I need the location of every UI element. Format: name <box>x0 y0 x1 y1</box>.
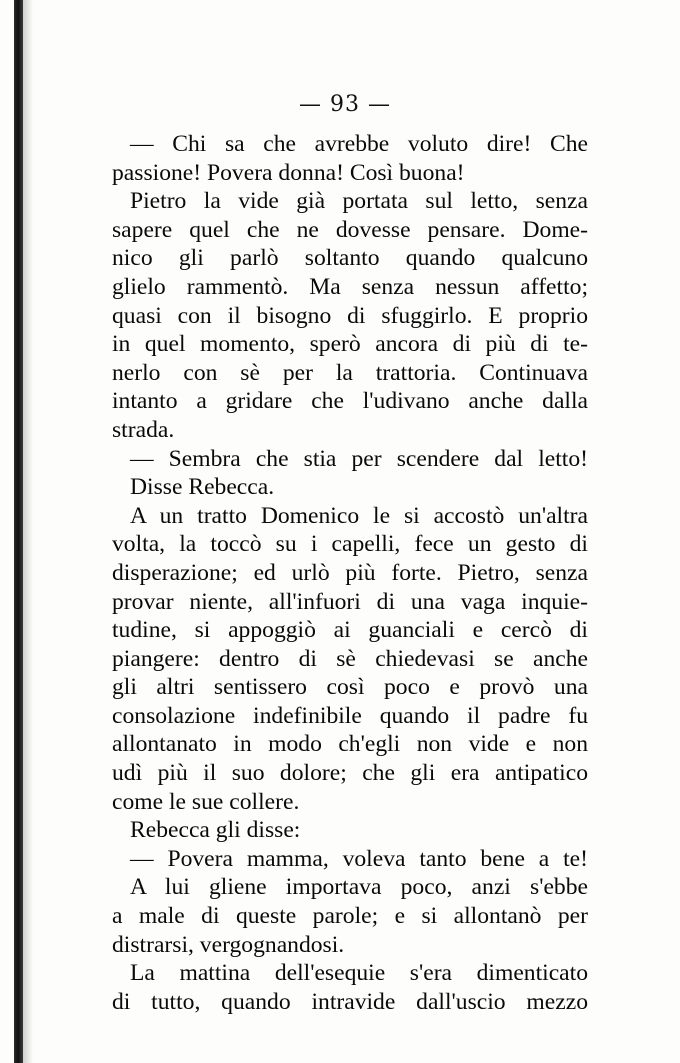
text-line: distrarsi, vergognandosi. <box>112 931 345 958</box>
text-line: Pietro la vide già portata sul letto, senza <box>130 188 588 215</box>
text-line: nerlo con sè per la trattoria. Continuava <box>112 359 588 386</box>
binding-shadow <box>23 0 33 1063</box>
text-line: passione! Povera donna! Così buona! <box>112 159 465 186</box>
text-line: tudine, si appoggiò ai guanciali e cercò di <box>112 617 588 644</box>
text-line: in quel momento, sperò ancora di più di te- <box>112 331 588 358</box>
page-number: — 93 — <box>299 92 391 117</box>
text-line: piangere: dentro di sè chiedevasi se anche <box>112 645 588 672</box>
text-line: come le sue collere. <box>112 788 300 815</box>
text-line: di tutto, quando intravide dall'uscio mezzo <box>112 988 588 1015</box>
text-line: strada. <box>112 416 175 443</box>
text-line: A un tratto Domenico le si accostò un'altra <box>130 502 588 529</box>
body-text <box>112 130 588 1016</box>
text-line: — Povera mamma, voleva tanto bene a te! <box>130 845 588 872</box>
text-line: gli altri sentissero così poco e provò una <box>112 674 588 701</box>
text-line: provar niente, all'infuori di una vaga inquie- <box>112 588 588 615</box>
text-line: sapere quel che ne dovesse pensare. Dome- <box>112 216 588 243</box>
text-line: intanto a gridare che l'udivano anche dalla <box>112 388 588 415</box>
text-line: — Chi sa che avrebbe voluto dire! Che <box>130 131 588 157</box>
text-line: consolazione indefinibile quando il padre fu <box>112 702 588 729</box>
text-line: udì più il suo dolore; che gli era antipatico <box>112 760 588 787</box>
text-line: glielo rammentò. Ma senza nessun affetto; <box>112 273 588 300</box>
text-line: A lui gliene importava poco, anzi s'ebbe <box>130 874 588 901</box>
text-line: a male di queste parole; e si allontanò per <box>112 903 588 930</box>
text-line: nico gli parlò soltanto quando qualcuno <box>112 245 588 272</box>
text-line: allontanato in modo ch'egli non vide e non <box>112 731 588 758</box>
text-line: disperazione; ed urlò più forte. Pietro, senza <box>112 559 588 586</box>
text-line: Disse Rebecca. <box>130 474 275 501</box>
binding-edge <box>14 0 23 1063</box>
text-line: quasi con il bisogno di sfuggirlo. E proprio <box>112 302 588 329</box>
text-line: Rebecca gli disse: <box>130 817 301 844</box>
text-line: volta, la toccò su i capelli, fece un gesto di <box>112 531 588 558</box>
text-line: La mattina dell'esequie s'era dimenticato <box>130 960 588 987</box>
text-line: — Sembra che stia per scendere dal letto! <box>130 445 588 472</box>
